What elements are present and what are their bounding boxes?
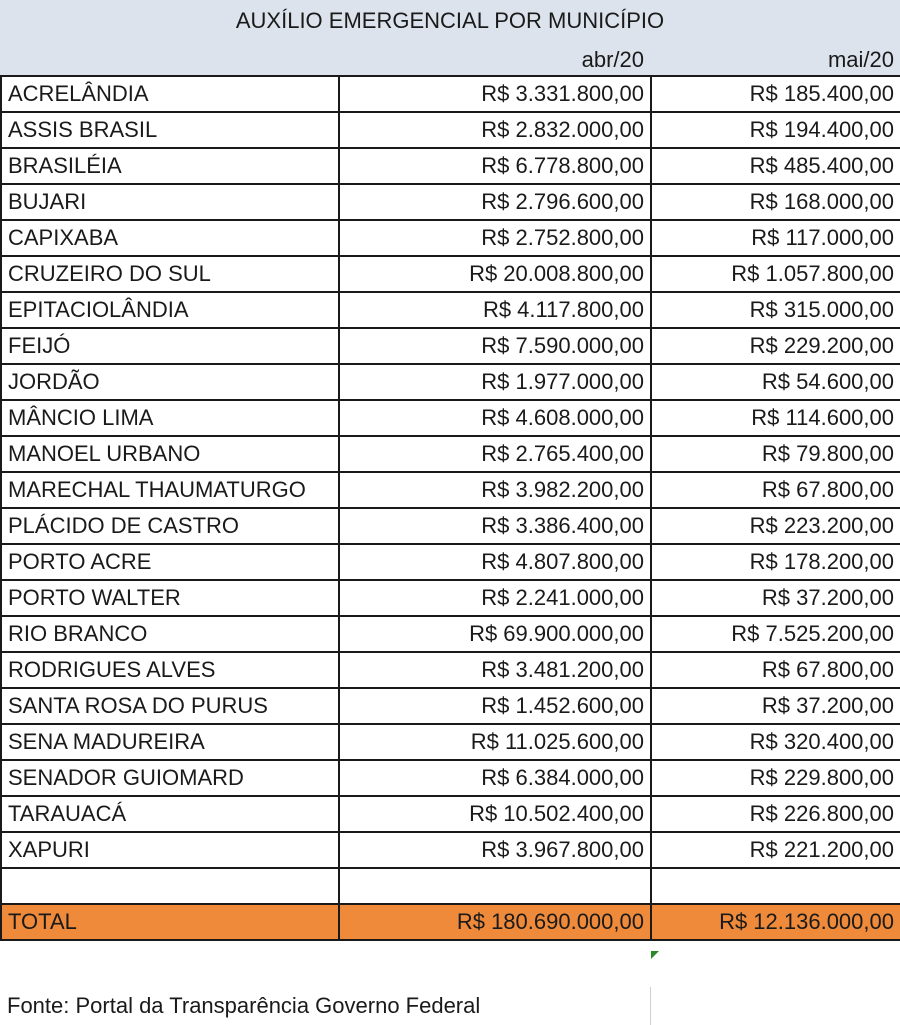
abr-value-cell[interactable]: R$ 3.982.200,00 xyxy=(339,472,651,508)
abr-value-cell[interactable]: R$ 3.967.800,00 xyxy=(339,832,651,868)
mai-value-cell[interactable]: R$ 229.800,00 xyxy=(651,760,900,796)
municipio-cell[interactable]: TARAUACÁ xyxy=(1,796,339,832)
mai-value-cell[interactable]: R$ 223.200,00 xyxy=(651,508,900,544)
abr-value-cell[interactable]: R$ 2.765.400,00 xyxy=(339,436,651,472)
abr-value-cell[interactable]: R$ 3.386.400,00 xyxy=(339,508,651,544)
table-row xyxy=(1,400,900,436)
abr-value-cell[interactable]: R$ 6.778.800,00 xyxy=(339,148,651,184)
mai-value-cell[interactable]: R$ 194.400,00 xyxy=(651,112,900,148)
table-row xyxy=(1,796,900,832)
table-row xyxy=(1,472,900,508)
column-header-abr: abr/20 xyxy=(581,47,644,72)
municipio-cell[interactable]: MARECHAL THAUMATURGO xyxy=(1,472,339,508)
municipio-cell[interactable]: PORTO WALTER xyxy=(1,580,339,616)
municipio-cell[interactable]: ACRELÂNDIA xyxy=(1,76,339,112)
table-row xyxy=(1,508,900,544)
municipio-cell[interactable]: RIO BRANCO xyxy=(1,616,339,652)
abr-value-cell[interactable]: R$ 20.008.800,00 xyxy=(339,256,651,292)
table-row xyxy=(1,364,900,400)
municipio-cell[interactable]: CRUZEIRO DO SUL xyxy=(1,256,339,292)
municipio-cell[interactable]: JORDÃO xyxy=(1,364,339,400)
mai-value-cell[interactable]: R$ 221.200,00 xyxy=(651,832,900,868)
abr-value-cell[interactable]: R$ 11.025.600,00 xyxy=(339,724,651,760)
abr-value-cell[interactable]: R$ 3.481.200,00 xyxy=(339,652,651,688)
mai-value-cell[interactable]: R$ 185.400,00 xyxy=(651,76,900,112)
municipio-cell[interactable]: FEIJÓ xyxy=(1,328,339,364)
abr-value-cell[interactable]: R$ 2.796.600,00 xyxy=(339,184,651,220)
abr-value-cell[interactable]: R$ 6.384.000,00 xyxy=(339,760,651,796)
municipio-cell[interactable]: ASSIS BRASIL xyxy=(1,112,339,148)
table-row xyxy=(1,724,900,760)
municipio-cell[interactable]: MÂNCIO LIMA xyxy=(1,400,339,436)
gridline xyxy=(650,987,651,1025)
table-row xyxy=(1,112,900,148)
municipio-cell[interactable]: MANOEL URBANO xyxy=(1,436,339,472)
municipio-cell[interactable]: SANTA ROSA DO PURUS xyxy=(1,688,339,724)
table-row xyxy=(1,688,900,724)
mai-value-cell[interactable]: R$ 315.000,00 xyxy=(651,292,900,328)
cell-indicator-icon xyxy=(651,951,659,959)
mai-value-cell[interactable]: R$ 320.400,00 xyxy=(651,724,900,760)
table-row xyxy=(1,76,900,112)
mai-value-cell[interactable]: R$ 178.200,00 xyxy=(651,544,900,580)
municipio-cell[interactable]: BRASILÉIA xyxy=(1,148,339,184)
table-row xyxy=(1,292,900,328)
municipio-cell[interactable]: PORTO ACRE xyxy=(1,544,339,580)
municipio-cell[interactable]: CAPIXABA xyxy=(1,220,339,256)
column-header-row xyxy=(0,40,900,75)
abr-value-cell[interactable]: R$ 2.241.000,00 xyxy=(339,580,651,616)
mai-value-cell[interactable]: R$ 54.600,00 xyxy=(651,364,900,400)
blank-cell[interactable] xyxy=(339,868,651,904)
mai-value-cell[interactable]: R$ 229.200,00 xyxy=(651,328,900,364)
abr-value-cell[interactable]: R$ 1.977.000,00 xyxy=(339,364,651,400)
abr-value-cell[interactable]: R$ 7.590.000,00 xyxy=(339,328,651,364)
mai-value-cell[interactable]: R$ 1.057.800,00 xyxy=(651,256,900,292)
municipio-cell[interactable]: SENADOR GUIOMARD xyxy=(1,760,339,796)
abr-value-cell[interactable]: R$ 4.807.800,00 xyxy=(339,544,651,580)
abr-value-cell[interactable]: R$ 10.502.400,00 xyxy=(339,796,651,832)
municipio-cell[interactable]: EPITACIOLÂNDIA xyxy=(1,292,339,328)
data-table xyxy=(0,75,900,941)
municipio-cell[interactable]: BUJARI xyxy=(1,184,339,220)
mai-value-cell[interactable]: R$ 7.525.200,00 xyxy=(651,616,900,652)
mai-value-cell[interactable]: R$ 114.600,00 xyxy=(651,400,900,436)
total-abr-value[interactable]: R$ 180.690.000,00 xyxy=(339,904,651,940)
column-header-mai: mai/20 xyxy=(827,47,894,72)
source-note: Fonte: Portal da Transparência Governo Federal xyxy=(0,987,900,1025)
mai-value-cell[interactable]: R$ 168.000,00 xyxy=(651,184,900,220)
abr-value-cell[interactable]: R$ 4.608.000,00 xyxy=(339,400,651,436)
table-row xyxy=(1,652,900,688)
table-row xyxy=(1,328,900,364)
abr-value-cell[interactable]: R$ 2.752.800,00 xyxy=(339,220,651,256)
table-row xyxy=(1,832,900,868)
mai-value-cell[interactable]: R$ 226.800,00 xyxy=(651,796,900,832)
mai-value-cell[interactable]: R$ 37.200,00 xyxy=(651,580,900,616)
total-mai-value[interactable]: R$ 12.136.000,00 xyxy=(651,904,900,940)
abr-value-cell[interactable]: R$ 3.331.800,00 xyxy=(339,76,651,112)
table-row xyxy=(1,580,900,616)
municipio-cell[interactable]: RODRIGUES ALVES xyxy=(1,652,339,688)
mai-value-cell[interactable]: R$ 37.200,00 xyxy=(651,688,900,724)
table-row xyxy=(1,220,900,256)
mai-value-cell[interactable]: R$ 67.800,00 xyxy=(651,652,900,688)
table-row xyxy=(1,148,900,184)
mai-value-cell[interactable]: R$ 67.800,00 xyxy=(651,472,900,508)
total-row xyxy=(1,904,900,940)
municipio-cell[interactable]: SENA MADUREIRA xyxy=(1,724,339,760)
mai-value-cell[interactable]: R$ 485.400,00 xyxy=(651,148,900,184)
abr-value-cell[interactable]: R$ 69.900.000,00 xyxy=(339,616,651,652)
total-label[interactable]: TOTAL xyxy=(1,904,339,940)
blank-cell[interactable] xyxy=(651,868,900,904)
table-row xyxy=(1,544,900,580)
table-row xyxy=(1,256,900,292)
table-row xyxy=(1,760,900,796)
mai-value-cell[interactable]: R$ 117.000,00 xyxy=(651,220,900,256)
municipio-cell[interactable]: PLÁCIDO DE CASTRO xyxy=(1,508,339,544)
blank-cell[interactable] xyxy=(1,868,339,904)
table-row xyxy=(1,436,900,472)
abr-value-cell[interactable]: R$ 1.452.600,00 xyxy=(339,688,651,724)
abr-value-cell[interactable]: R$ 4.117.800,00 xyxy=(339,292,651,328)
table-row xyxy=(1,616,900,652)
municipio-cell[interactable]: XAPURI xyxy=(1,832,339,868)
table-row xyxy=(1,184,900,220)
abr-value-cell[interactable]: R$ 2.832.000,00 xyxy=(339,112,651,148)
sheet-title: AUXÍLIO EMERGENCIAL POR MUNICÍPIO xyxy=(0,0,900,40)
mai-value-cell[interactable]: R$ 79.800,00 xyxy=(651,436,900,472)
empty-row xyxy=(1,868,900,904)
